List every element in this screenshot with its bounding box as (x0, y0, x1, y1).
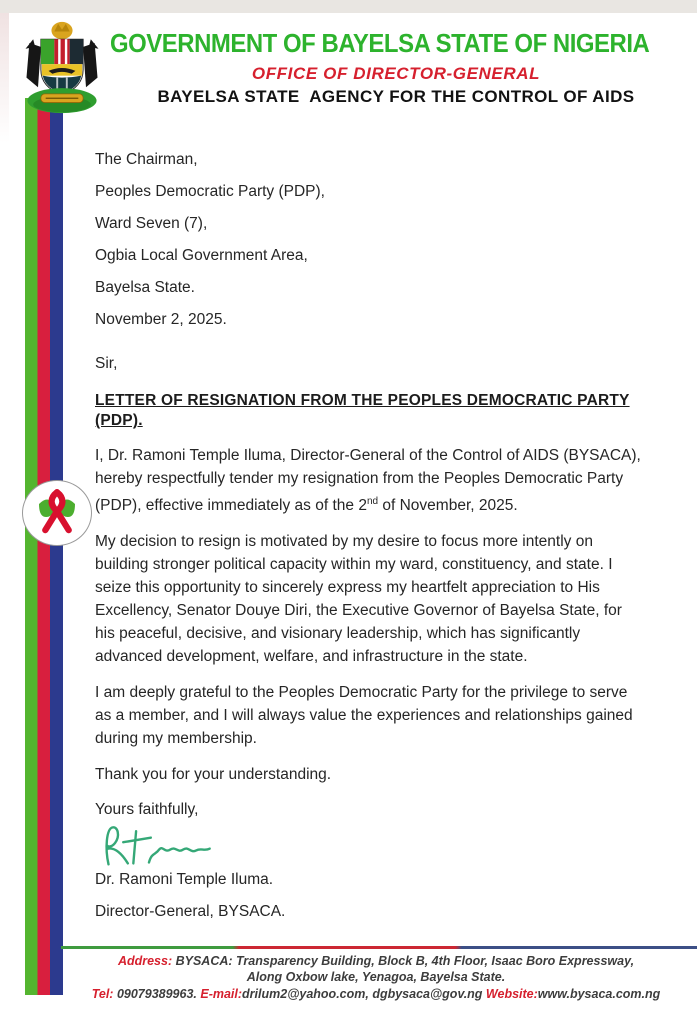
photo-edge-left (0, 13, 9, 143)
website-label: Website: (485, 987, 538, 1001)
agency-subtitle: BAYELSA STATE AGENCY FOR THE CONTROL OF AIDS (157, 87, 635, 106)
footer (70, 953, 682, 1002)
letter-body (95, 150, 643, 922)
subject-line: LETTER OF RESIGNATION FROM THE PEOPLES DEMOCRATIC PARTY (PDP). (95, 392, 630, 429)
signature-icon (95, 822, 643, 868)
salutation: Sir, (95, 355, 118, 372)
footer-address-line-1 (70, 953, 682, 969)
footer-contact-line (70, 986, 682, 1002)
office-subtitle: OFFICE OF DIRECTOR-GENERAL (251, 64, 541, 83)
paragraph-1-tail: of November, 2025. (378, 497, 518, 515)
recipient-line: Peoples Democratic Party (PDP), (95, 183, 325, 200)
signatory-title: Director-General, BYSACA. (95, 903, 286, 921)
valediction: Yours faithfully, (95, 801, 199, 819)
footer-rule (61, 946, 697, 949)
recipient-line: The Chairman, (95, 151, 198, 168)
tel-label: Tel: (91, 987, 117, 1001)
government-title: GOVERNMENT OF BAYELSA STATE OF NIGERIA (110, 28, 650, 58)
recipient-line: Bayelsa State. (95, 279, 195, 296)
paragraph-4: Thank you for your understanding. (95, 766, 332, 784)
paragraph-1 (95, 444, 643, 517)
paragraph-3: I am deeply grateful to the Peoples Democratic Party for the privilege to serve as a member, and I will always value the experiences and relationships gained during my membership. (95, 684, 633, 748)
address-label: Address: (117, 954, 176, 968)
coat-of-arms-icon (14, 20, 110, 116)
letterhead (110, 28, 682, 107)
tel-number: 09079389963. (116, 987, 201, 1001)
paragraph-1-text: I, Dr. Ramoni Temple Iluma, Director-General of the Control of AIDS (BYSACA), hereby respectfully tender my resignation from the Peoples Democratic Party (PDP), effective immediately as of the 2 (95, 447, 641, 515)
ordinal-superscript: nd (366, 496, 379, 507)
footer-address-line-2: Along Oxbow lake, Yenagoa, Bayelsa State. (246, 970, 506, 984)
signatory-name: Dr. Ramoni Temple Iluma. (95, 871, 274, 889)
website-url: www.bysaca.com.ng (537, 987, 661, 1001)
aids-ribbon-icon (22, 480, 92, 546)
paragraph-2: My decision to resign is motivated by my desire to focus more intently on building stronger political capacity within my ward, constituency, and state. I seize this opportunity to sincerely express my heartfelt appreciation to His Excellency, Senator Douye Diri, the Executive Governor of Bayelsa State, for his peaceful, decisive, and visionary leadership, which has significantly advanced development, welfare, and infrastructure in the state. (95, 533, 622, 666)
flag-stripe-band (25, 98, 63, 995)
date-line: November 2, 2025. (95, 311, 227, 328)
email-label: E-mail: (200, 987, 243, 1001)
photo-edge-top (0, 0, 697, 13)
address-text-1: BYSACA: Transparency Building, Block B, 4th Floor, Isaac Boro Expressway, (175, 954, 635, 968)
email-addresses: drilum2@yahoo.com, dgbysaca@gov.ng (242, 987, 486, 1001)
recipient-line: Ward Seven (7), (95, 215, 208, 232)
recipient-line: Ogbia Local Government Area, (95, 247, 308, 264)
